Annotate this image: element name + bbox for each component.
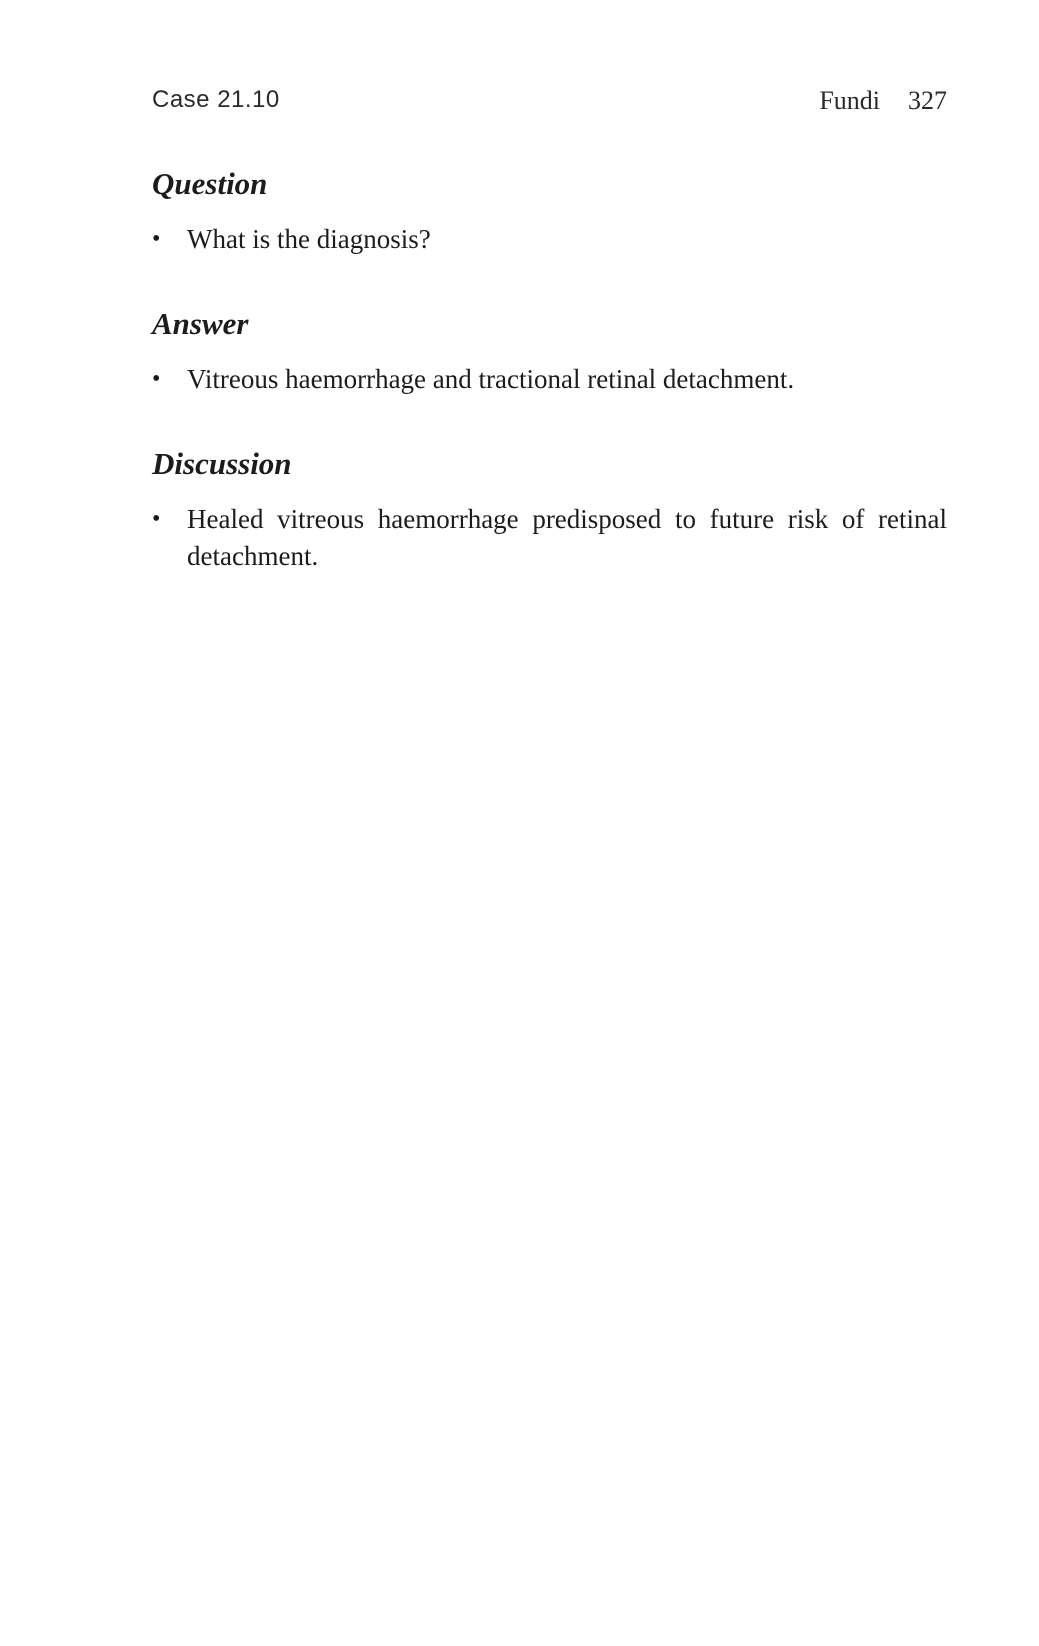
answer-section — [152, 308, 947, 398]
page-number: 327 — [908, 86, 947, 115]
running-head-right — [819, 86, 947, 116]
discussion-text: Healed vitreous haemorrhage predisposed to future risk of retinal detachment. — [187, 504, 947, 571]
answer-heading: Answer — [152, 306, 249, 341]
chapter-name: Fundi — [819, 86, 880, 115]
list-item — [152, 501, 947, 575]
question-section — [152, 168, 947, 258]
list-item — [152, 221, 947, 258]
bullet-icon: • — [152, 226, 161, 252]
answer-text: Vitreous haemorrhage and tractional retinal detachment. — [187, 364, 795, 394]
discussion-heading: Discussion — [152, 446, 292, 481]
bullet-icon: • — [152, 506, 161, 532]
question-heading: Question — [152, 166, 268, 201]
case-label: Case 21.10 — [152, 86, 280, 113]
list-item — [152, 361, 947, 398]
running-head — [152, 86, 947, 120]
bullet-icon: • — [152, 366, 161, 392]
question-text: What is the diagnosis? — [187, 224, 431, 254]
discussion-section — [152, 448, 947, 575]
